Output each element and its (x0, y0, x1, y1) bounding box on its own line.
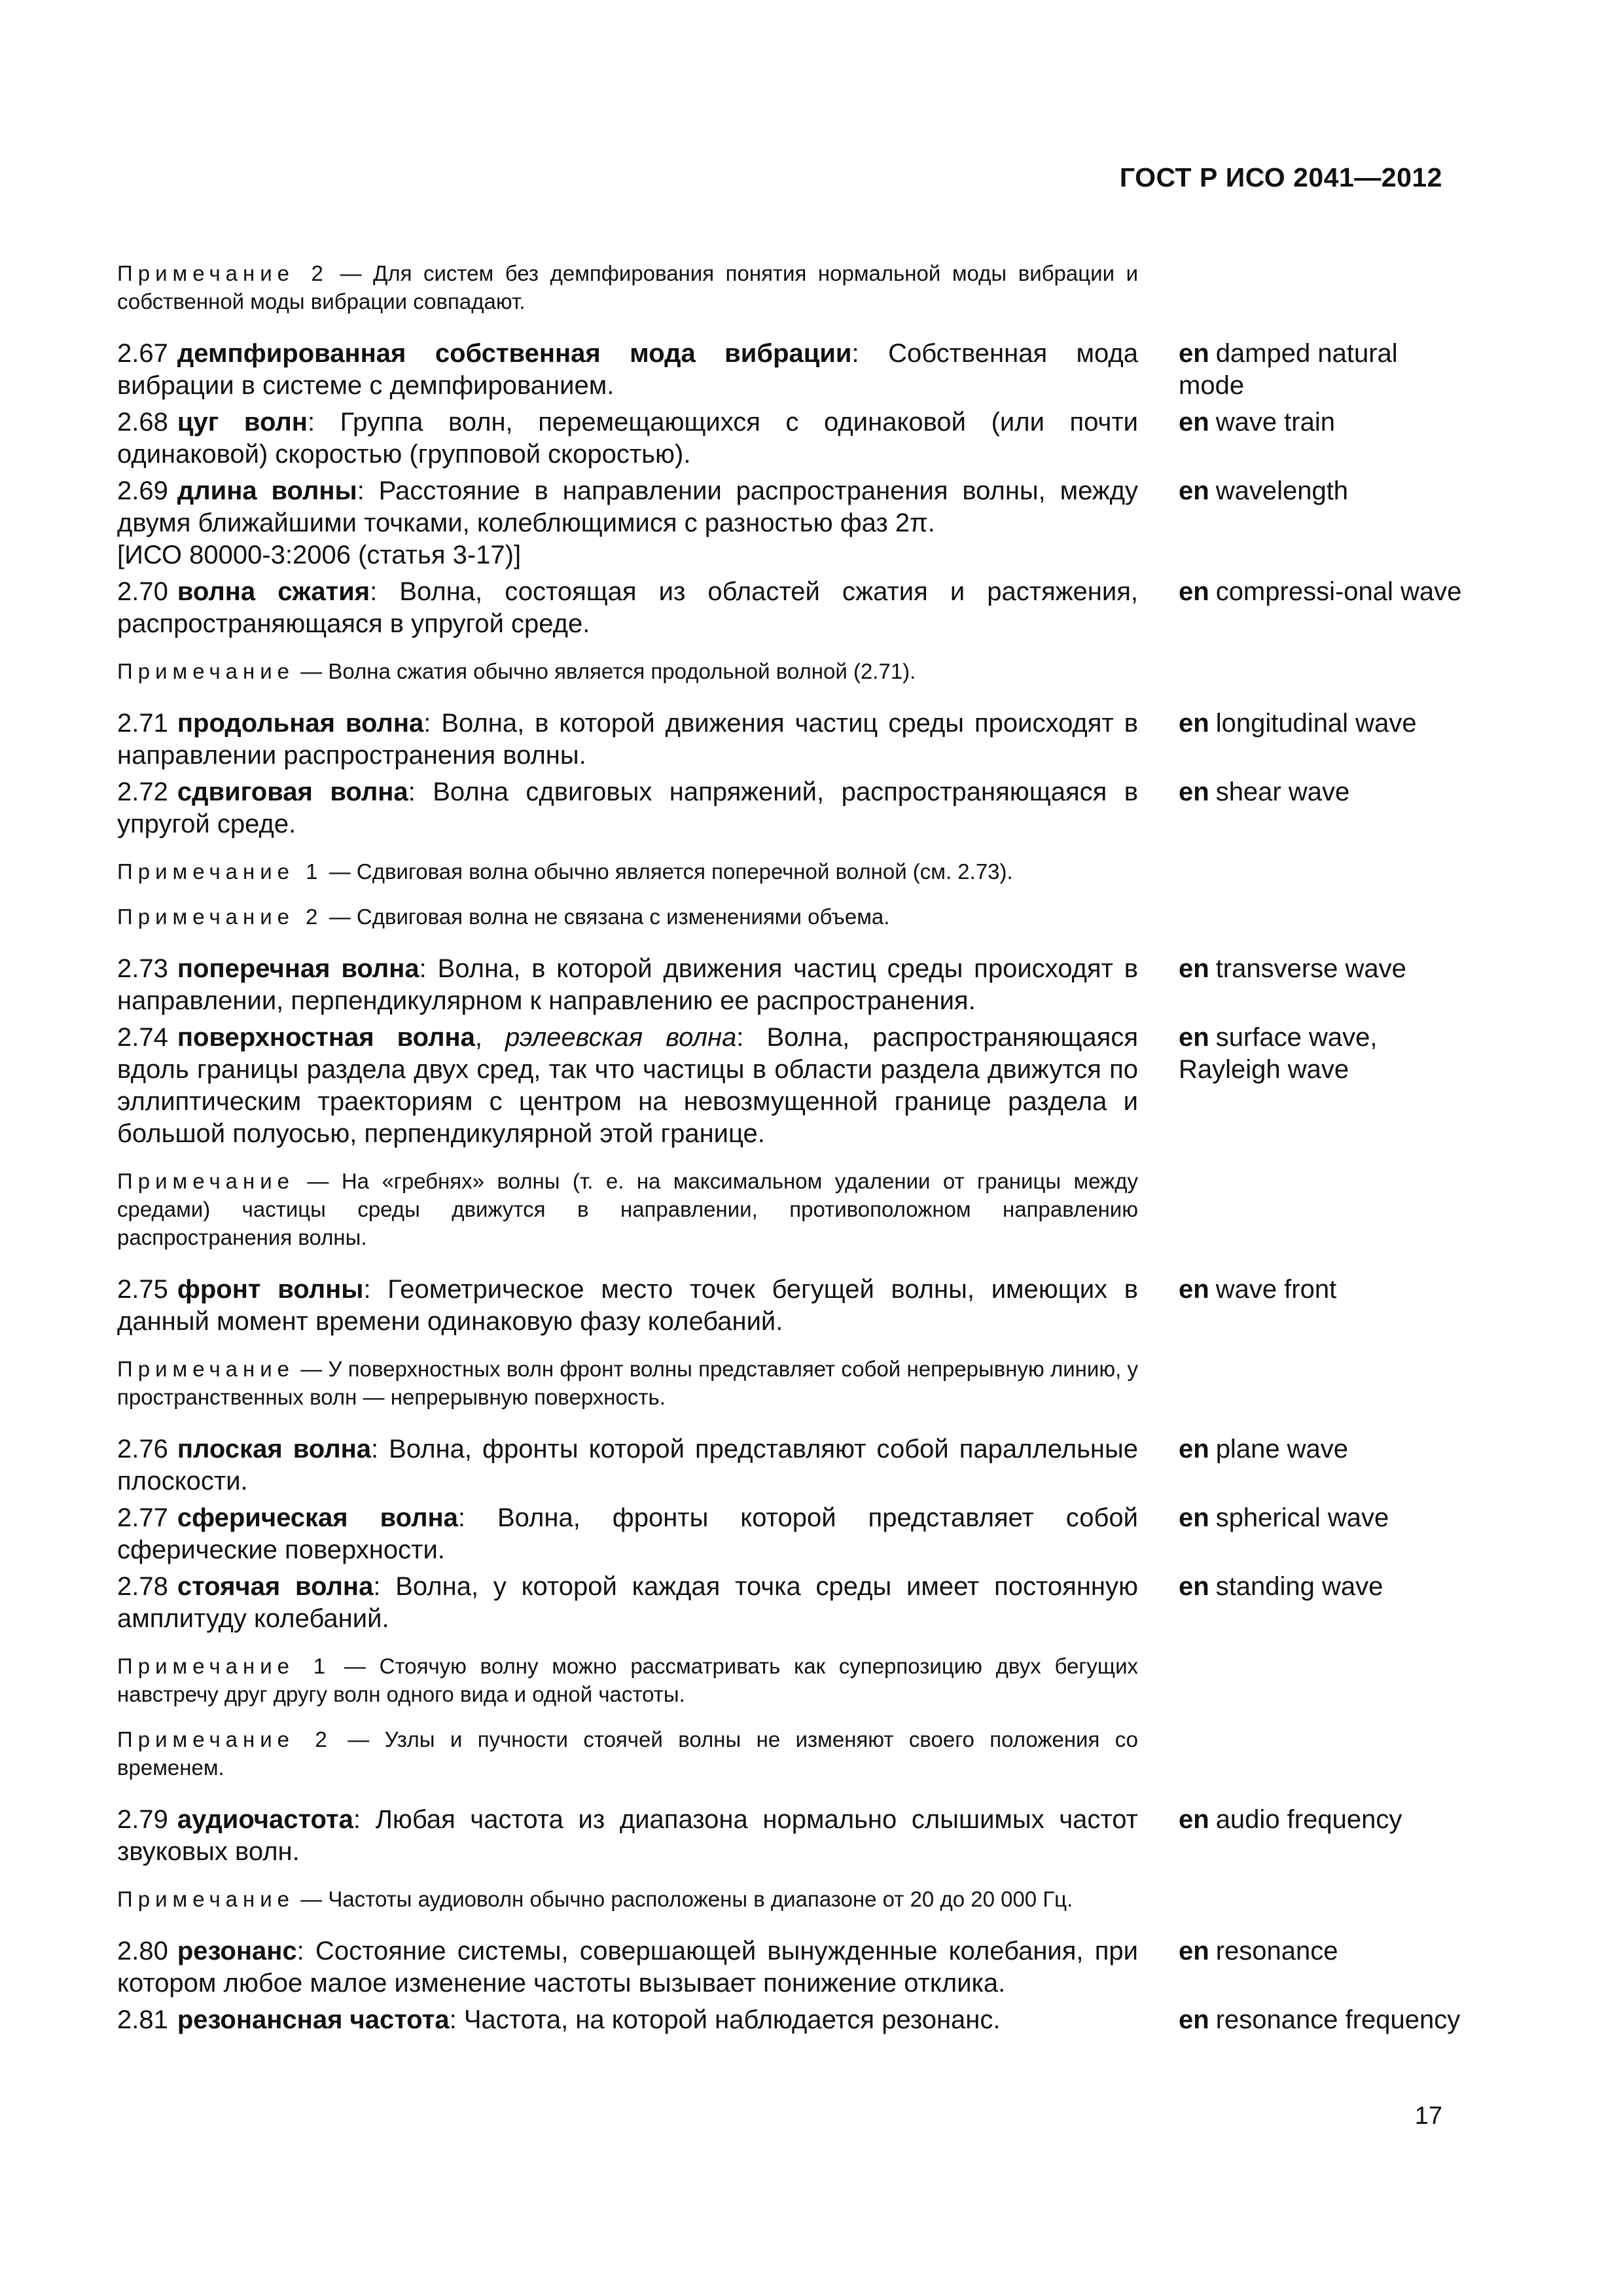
note-label: Примечание (117, 659, 295, 683)
note-text: — Сдвиговая волна не связана с изменениями объема. (323, 905, 890, 929)
term-number: 2.68 (117, 408, 168, 437)
term-entry (117, 708, 1465, 772)
document-header: ГОСТ Р ИСО 2041—2012 (1119, 162, 1442, 192)
term-definition (117, 1433, 1138, 1498)
term-synonym: рэлеевская волна (505, 1023, 737, 1052)
note (117, 857, 1138, 886)
term-entry (117, 776, 1465, 840)
english-equivalent (1179, 475, 1467, 571)
note (117, 903, 1138, 931)
term-entry (117, 1274, 1465, 1338)
english-equivalent (1179, 576, 1467, 640)
term-name: цуг волн (177, 408, 308, 437)
english-equivalent (1179, 2004, 1467, 2036)
note-text: — На «гребнях» волны (т. е. на максимальном удалении от границы между средами) частицы среды движутся в направлении, противоположном направлению распространения волны. (117, 1169, 1138, 1249)
term-name: поверхностная волна (177, 1023, 475, 1052)
term-name: фронт волны (177, 1275, 364, 1304)
english-term: plane wave (1215, 1435, 1349, 1463)
definition-text: : Волна, в которой движения частиц среды происходят в направлении, перпендикулярном к направлению ее распространения. (117, 954, 1138, 1015)
terms-list (117, 242, 1465, 2036)
definition-text: : Волна, фронты которой представляет собой сферические поверхности. (117, 1503, 1138, 1564)
note (117, 1885, 1138, 1913)
term-definition (117, 1022, 1138, 1150)
language-code: en (1179, 577, 1209, 606)
term-name: продольная волна (177, 709, 424, 738)
term-definition (117, 1502, 1138, 1566)
english-equivalent (1179, 1571, 1467, 1635)
term-number: 2.81 (117, 2005, 168, 2034)
term-entry (117, 1935, 1465, 2000)
page-number: 17 (1414, 2102, 1442, 2130)
term-entry (117, 1022, 1465, 1150)
term-number: 2.74 (117, 1023, 168, 1052)
term-entry (117, 576, 1465, 640)
english-term: wavelength (1215, 476, 1349, 505)
definition-text: : Собственная мода вибрации в системе с демпфированием. (117, 339, 1138, 400)
english-term: wave train (1215, 408, 1335, 437)
language-code: en (1179, 709, 1209, 738)
english-term: audio frequency (1215, 1805, 1402, 1834)
english-term: transverse wave (1215, 954, 1406, 983)
term-name: стоячая волна (177, 1572, 374, 1601)
term-number: 2.79 (117, 1805, 168, 1834)
term-definition (117, 338, 1138, 402)
note-text: — Частоты аудиоволн обычно расположены в диапазоне от 20 до 20 000 Гц. (294, 1887, 1073, 1911)
english-equivalent (1179, 1274, 1467, 1338)
note (117, 1167, 1138, 1251)
note-text: — Волна сжатия обычно является продольной волной (2.71). (294, 659, 916, 683)
note (117, 1355, 1138, 1411)
definition-text: : Геометрическое место точек бегущей волны, имеющих в данный момент времени одинаковую фазу колебаний. (117, 1275, 1139, 1336)
term-entry (117, 2004, 1465, 2036)
term-name: резонанс (177, 1937, 297, 1965)
english-term: surface wave, Rayleigh wave (1179, 1023, 1378, 1084)
language-code: en (1179, 1435, 1209, 1463)
language-code: en (1179, 1503, 1209, 1532)
language-code: en (1179, 476, 1209, 505)
english-equivalent (1179, 338, 1467, 402)
term-entry (117, 475, 1465, 571)
term-name: демпфированная собственная мода вибрации (177, 339, 852, 368)
english-term: wave front (1215, 1275, 1337, 1304)
english-term: spherical wave (1215, 1503, 1389, 1532)
definition-text: : Группа волн, перемещающихся с одинаковой (или почти одинаковой) скоростью (групповой скоростью). (117, 408, 1138, 469)
note-label: Примечание (117, 1887, 295, 1911)
note-text: — Узлы и пучности стоячей волны не изменяют своего положения со временем. (117, 1727, 1138, 1780)
english-equivalent (1179, 1804, 1467, 1868)
term-number: 2.76 (117, 1435, 168, 1463)
term-definition (117, 2004, 1138, 2036)
definition-text: : Расстояние в направлении распространения волны, между двумя ближайшими точками, колеблющимися с разностью фаз 2π. (117, 476, 1139, 537)
language-code: en (1179, 1572, 1209, 1601)
term-definition (117, 576, 1138, 640)
note-text: — Сдвиговая волна обычно является поперечной волной (см. 2.73). (323, 859, 1013, 884)
english-equivalent (1179, 776, 1467, 840)
term-name: поперечная волна (177, 954, 419, 983)
term-number: 2.70 (117, 577, 168, 606)
english-term: resonance frequency (1215, 2005, 1461, 2034)
english-equivalent (1179, 1502, 1467, 1566)
english-term: compressi-onal wave (1215, 577, 1462, 606)
english-equivalent (1179, 406, 1467, 471)
note-label: Примечание (117, 1169, 295, 1193)
term-number: 2.78 (117, 1572, 168, 1601)
note-label: Примечание 2 (117, 905, 323, 929)
term-definition (117, 475, 1138, 571)
term-definition (117, 953, 1138, 1017)
definition-text: : Волна, распространяющаяся вдоль границы раздела двух сред, так что частицы в области раздела движутся по эллиптическим траекториям с центром на невозмущенной границе раздела и большой полуосью, перпендикулярной этой границе. (117, 1023, 1138, 1148)
english-equivalent (1179, 1433, 1467, 1498)
term-name: длина волны (177, 476, 357, 505)
definition-text: : Волна сдвиговых напряжений, распространяющаяся в упругой среде. (117, 778, 1138, 838)
term-number: 2.77 (117, 1503, 168, 1532)
english-term: damped natural mode (1179, 339, 1398, 400)
definition-text: : Любая частота из диапазона нормально слышимых частот звуковых волн. (117, 1805, 1138, 1866)
term-number: 2.75 (117, 1275, 168, 1304)
term-entry (117, 953, 1465, 1017)
term-entry (117, 406, 1465, 471)
english-equivalent (1179, 1935, 1467, 2000)
term-number: 2.73 (117, 954, 168, 983)
english-equivalent (1179, 953, 1467, 1017)
term-name: плоская волна (177, 1435, 372, 1463)
reference-source: [ИСО 80000-3:2006 (статья 3-17)] (117, 541, 522, 569)
term-name: резонансная частота (177, 2005, 450, 2034)
note (117, 259, 1138, 315)
definition-text: : Волна, в которой движения частиц среды происходят в направлении распространения волны. (117, 709, 1138, 770)
note (117, 657, 1138, 685)
language-code: en (1179, 408, 1209, 437)
term-definition (117, 776, 1138, 840)
term-definition (117, 406, 1138, 471)
term-definition (117, 1571, 1138, 1635)
term-definition (117, 708, 1138, 772)
english-term: longitudinal wave (1215, 709, 1417, 738)
note (117, 1725, 1138, 1782)
term-name: сферическая волна (177, 1503, 458, 1532)
note-label: Примечание (117, 1357, 295, 1381)
term-number: 2.80 (117, 1937, 168, 1965)
english-term: resonance (1215, 1937, 1338, 1965)
term-number: 2.71 (117, 709, 168, 738)
language-code: en (1179, 954, 1209, 983)
term-number: 2.67 (117, 339, 168, 368)
note-text: — Для систем без демпфирования понятия нормальной моды вибрации и собственной моды вибрации совпадают. (117, 261, 1139, 314)
term-number: 2.72 (117, 778, 168, 806)
term-entry (117, 1804, 1465, 1868)
note-label: Примечание 1 (117, 859, 323, 884)
language-code: en (1179, 1805, 1209, 1834)
term-definition (117, 1935, 1138, 2000)
definition-text: : Состояние системы, совершающей вынужденные колебания, при котором любое малое изменение частоты вызывает понижение отклика. (117, 1937, 1138, 1998)
note (117, 1652, 1138, 1708)
note-label: Примечание 1 (117, 1654, 331, 1678)
term-name: аудиочастота (177, 1805, 353, 1834)
definition-text: : Волна, у которой каждая точка среды имеет постоянную амплитуду колебаний. (117, 1572, 1138, 1633)
english-term: standing wave (1215, 1572, 1383, 1601)
term-entry (117, 1571, 1465, 1635)
language-code: en (1179, 1275, 1209, 1304)
language-code: en (1179, 339, 1209, 368)
note-text: — У поверхностных волн фронт волны представляет собой непрерывную линию, у пространственных волн — непрерывную поверхность. (117, 1357, 1138, 1409)
note-label: Примечание 2 (117, 261, 329, 285)
term-name: сдвиговая волна (177, 778, 408, 806)
term-entry (117, 1433, 1465, 1498)
english-equivalent (1179, 708, 1467, 772)
definition-text: : Волна, фронты которой представляют собой параллельные плоскости. (117, 1435, 1139, 1496)
note-label: Примечание 2 (117, 1727, 332, 1751)
term-entry (117, 338, 1465, 402)
language-code: en (1179, 2005, 1209, 2034)
language-code: en (1179, 1023, 1209, 1052)
definition-text: : Частота, на которой наблюдается резонанс. (449, 2005, 1001, 2034)
term-definition (117, 1274, 1138, 1338)
term-number: 2.69 (117, 476, 168, 505)
term-name: волна сжатия (177, 577, 370, 606)
definition-text: : Волна, состоящая из областей сжатия и растяжения, распространяющаяся в упругой среде. (117, 577, 1138, 638)
term-definition (117, 1804, 1138, 1868)
english-equivalent (1179, 1022, 1467, 1150)
term-synonym-separator: , (474, 1023, 506, 1052)
term-entry (117, 1502, 1465, 1566)
language-code: en (1179, 1937, 1209, 1965)
english-term: shear wave (1215, 778, 1350, 806)
language-code: en (1179, 778, 1209, 806)
note-text: — Стоячую волну можно рассматривать как суперпозицию двух бегущих навстречу друг другу волн одного вида и одной частоты. (117, 1654, 1139, 1706)
